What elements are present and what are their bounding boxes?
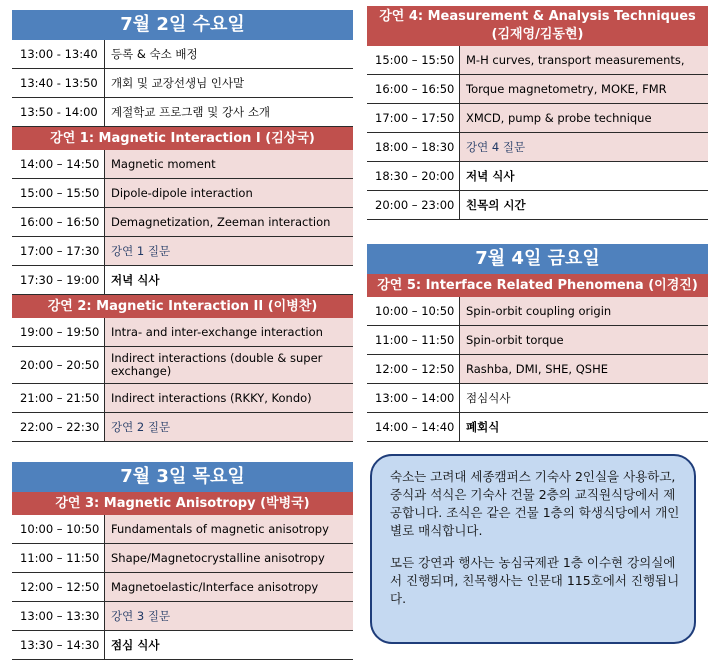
row-desc: Shape/Magnetocrystalline anisotropy [104, 544, 353, 572]
row-desc: Spin-orbit torque [459, 326, 708, 354]
schedule-row [367, 326, 708, 355]
day3-header: 7월 4일 금요일 [367, 244, 708, 274]
row-desc: 저녁 식사 [104, 266, 353, 294]
schedule-row [367, 46, 708, 75]
schedule-row [367, 355, 708, 384]
row-time: 15:00 – 15:50 [367, 46, 459, 74]
info-note-box [370, 454, 696, 644]
row-time: 13:00 – 14:00 [367, 384, 459, 412]
schedule-row [12, 208, 353, 237]
row-desc: Magnetic moment [104, 150, 353, 178]
row-desc: 점심식사 [459, 384, 708, 412]
row-time: 18:00 – 18:30 [367, 133, 459, 161]
day1-header: 7월 2일 수요일 [12, 10, 353, 40]
row-desc: Spin-orbit coupling origin [459, 297, 708, 325]
row-desc: Magnetoelastic/Interface anisotropy [104, 573, 353, 601]
row-desc: 등록 & 숙소 배정 [104, 40, 353, 68]
row-time: 13:50 - 14:00 [12, 98, 104, 126]
schedule-row [12, 384, 353, 413]
schedule-row [12, 347, 353, 384]
schedule-row [12, 69, 353, 98]
schedule-row [367, 413, 708, 442]
schedule-row [367, 162, 708, 191]
schedule-row [12, 179, 353, 208]
row-time: 13:00 – 13:30 [12, 602, 104, 630]
row-desc: 강연 1 질문 [104, 237, 353, 265]
lecture3-header: 강연 3: Magnetic Anisotropy (박병국) [12, 492, 353, 515]
row-desc: Indirect interactions (RKKY, Kondo) [104, 384, 353, 412]
day2-section [12, 462, 353, 660]
row-time: 12:00 – 12:50 [367, 355, 459, 383]
row-time: 16:00 – 16:50 [367, 75, 459, 103]
row-desc: 강연 2 질문 [104, 413, 353, 441]
row-time: 12:00 – 12:50 [12, 573, 104, 601]
row-desc: 계절학교 프로그램 및 강사 소개 [104, 98, 353, 126]
row-time: 18:30 – 20:00 [367, 162, 459, 190]
lecture5-header: 강연 5: Interface Related Phenomena (이경진) [367, 274, 708, 297]
row-time: 11:00 – 11:50 [12, 544, 104, 572]
schedule-row [12, 602, 353, 631]
schedule-row [12, 318, 353, 347]
row-desc: 저녁 식사 [459, 162, 708, 190]
schedule-row [12, 150, 353, 179]
schedule-row [12, 266, 353, 295]
row-time: 13:00 - 13:40 [12, 40, 104, 68]
schedule-row [367, 384, 708, 413]
row-desc: 폐회식 [459, 413, 708, 441]
note-accommodation: 숙소는 고려대 세종캠퍼스 기숙사 2인실을 사용하고, 중식과 석식은 기숙사 건물 2층의 교직원식당에서 제공합니다. 조식은 같은 건물 1층의 학생식당에서 개인별로 매식합니다. [390, 469, 680, 538]
day2-header: 7월 3일 목요일 [12, 462, 353, 492]
schedule-row [12, 237, 353, 266]
row-desc: Demagnetization, Zeeman interaction [104, 208, 353, 236]
row-time: 17:00 – 17:30 [12, 237, 104, 265]
schedule-row [367, 75, 708, 104]
row-desc: Torque magnetometry, MOKE, FMR [459, 75, 708, 103]
lecture4-section [367, 6, 708, 220]
row-time: 11:00 – 11:50 [367, 326, 459, 354]
note-venue: 모든 강연과 행사는 농심국제관 1층 이수현 강의실에서 진행되며, 친목행사는 인문대 115호에서 진행됩니다. [390, 555, 680, 606]
row-desc: XMCD, pump & probe technique [459, 104, 708, 132]
row-time: 17:30 – 19:00 [12, 266, 104, 294]
row-desc: Intra- and inter-exchange interaction [104, 318, 353, 346]
schedule-row [12, 40, 353, 69]
row-desc: Indirect interactions (double & super exchange) [104, 347, 353, 383]
schedule-row [367, 297, 708, 326]
schedule-row [367, 191, 708, 220]
row-desc: 개회 및 교장선생님 인사말 [104, 69, 353, 97]
schedule-row [12, 631, 353, 660]
row-desc: M-H curves, transport measurements, [459, 46, 708, 74]
row-desc: 점심 식사 [104, 631, 353, 659]
row-time: 17:00 – 17:50 [367, 104, 459, 132]
day3-section [367, 244, 708, 442]
schedule-row [367, 104, 708, 133]
row-time: 21:00 – 21:50 [12, 384, 104, 412]
schedule-row [12, 515, 353, 544]
schedule-row [12, 413, 353, 442]
row-time: 14:00 – 14:40 [367, 413, 459, 441]
row-time: 14:00 – 14:50 [12, 150, 104, 178]
row-desc: Rashba, DMI, SHE, QSHE [459, 355, 708, 383]
schedule-row [12, 98, 353, 127]
row-time: 16:00 – 16:50 [12, 208, 104, 236]
lecture4-title: 강연 4: Measurement & Analysis Techniques [379, 9, 696, 24]
lecture2-header: 강연 2: Magnetic Interaction II (이병찬) [12, 295, 353, 318]
row-time: 20:00 – 23:00 [367, 191, 459, 219]
lecture4-speakers: (김재영/김동현) [491, 27, 584, 42]
row-time: 10:00 – 10:50 [367, 297, 459, 325]
row-time: 13:30 – 14:30 [12, 631, 104, 659]
row-desc: 친목의 시간 [459, 191, 708, 219]
schedule-row [12, 544, 353, 573]
row-time: 13:40 - 13:50 [12, 69, 104, 97]
row-desc: Dipole-dipole interaction [104, 179, 353, 207]
row-desc: 강연 4 질문 [459, 133, 708, 161]
lecture1-header: 강연 1: Magnetic Interaction I (김상국) [12, 127, 353, 150]
row-time: 20:00 – 20:50 [12, 347, 104, 383]
row-desc: 강연 3 질문 [104, 602, 353, 630]
row-time: 10:00 – 10:50 [12, 515, 104, 543]
schedule-row [367, 133, 708, 162]
row-time: 15:00 – 15:50 [12, 179, 104, 207]
day1-section [12, 10, 353, 442]
row-time: 19:00 – 19:50 [12, 318, 104, 346]
row-time: 22:00 – 22:30 [12, 413, 104, 441]
schedule-row [12, 573, 353, 602]
lecture4-header [367, 6, 708, 46]
row-desc: Fundamentals of magnetic anisotropy [104, 515, 353, 543]
